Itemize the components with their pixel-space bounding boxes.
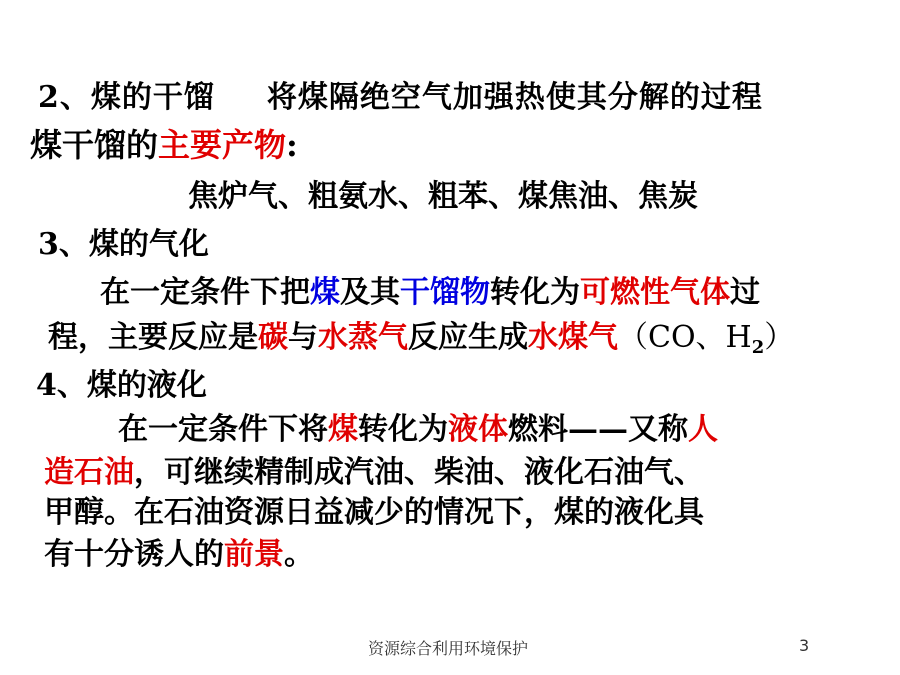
text: 有十分诱人的	[44, 537, 224, 572]
highlight-combustible-gas: 可燃性气体	[580, 275, 730, 310]
text: 过	[730, 275, 760, 310]
formula: （CO、H	[618, 320, 752, 355]
products-prefix: 煤干馏的	[30, 126, 159, 164]
text: 及其	[340, 275, 400, 310]
section-3-line-2	[48, 320, 794, 366]
footer-title: 资源综合利用环境保护	[368, 639, 529, 658]
text: ，可继续精制成汽油、柴油、液化石油气、	[134, 455, 704, 490]
text: 。	[284, 537, 314, 572]
highlight-distillate: 干馏物	[400, 275, 490, 310]
subscript: 2	[751, 337, 765, 358]
text: 与	[288, 320, 318, 355]
highlight-water-gas: 水煤气	[528, 320, 618, 355]
products-line	[30, 127, 298, 163]
section-4-line-3: 甲醇。在石油资源日益减少的情况下，煤的液化具	[44, 495, 704, 530]
highlight-coal: 煤	[328, 412, 358, 447]
text: 转化为	[490, 275, 580, 310]
highlight-artificial: 人	[688, 412, 718, 447]
highlight-carbon: 碳	[258, 320, 288, 355]
section-2-definition: 将煤隔绝空气加强热使其分解的过程	[266, 80, 763, 115]
text: 在一定条件下将	[118, 412, 328, 447]
section-3-heading: 3、煤的气化	[38, 227, 209, 262]
text: 燃料——又称	[508, 412, 688, 447]
highlight-prospects: 前景	[224, 537, 284, 572]
section-3-line-1	[100, 275, 760, 311]
highlight-coal: 煤	[310, 275, 340, 310]
highlight-steam: 水蒸气	[318, 320, 408, 355]
section-4-line-1	[118, 412, 718, 448]
section-2-heading: 2、煤的干馏	[38, 80, 215, 115]
text: 程，主要反应是	[48, 320, 258, 355]
section-4-line-4	[44, 537, 314, 573]
section-2-line	[38, 80, 763, 116]
text: 转化为	[358, 412, 448, 447]
text: ）	[764, 320, 795, 355]
products-colon: :	[286, 126, 298, 164]
products-highlight: 主要产物	[158, 126, 287, 164]
highlight-liquid: 液体	[448, 412, 508, 447]
section-4-heading: 4、煤的液化	[36, 368, 207, 403]
page-number: 3	[799, 636, 810, 655]
products-list: 焦炉气、粗氨水、粗苯、煤焦油、焦炭	[188, 179, 698, 214]
section-4-line-2	[44, 455, 704, 491]
text: 反应生成	[408, 320, 528, 355]
text: 在一定条件下把	[100, 275, 310, 310]
highlight-artificial-oil: 造石油	[44, 455, 134, 490]
